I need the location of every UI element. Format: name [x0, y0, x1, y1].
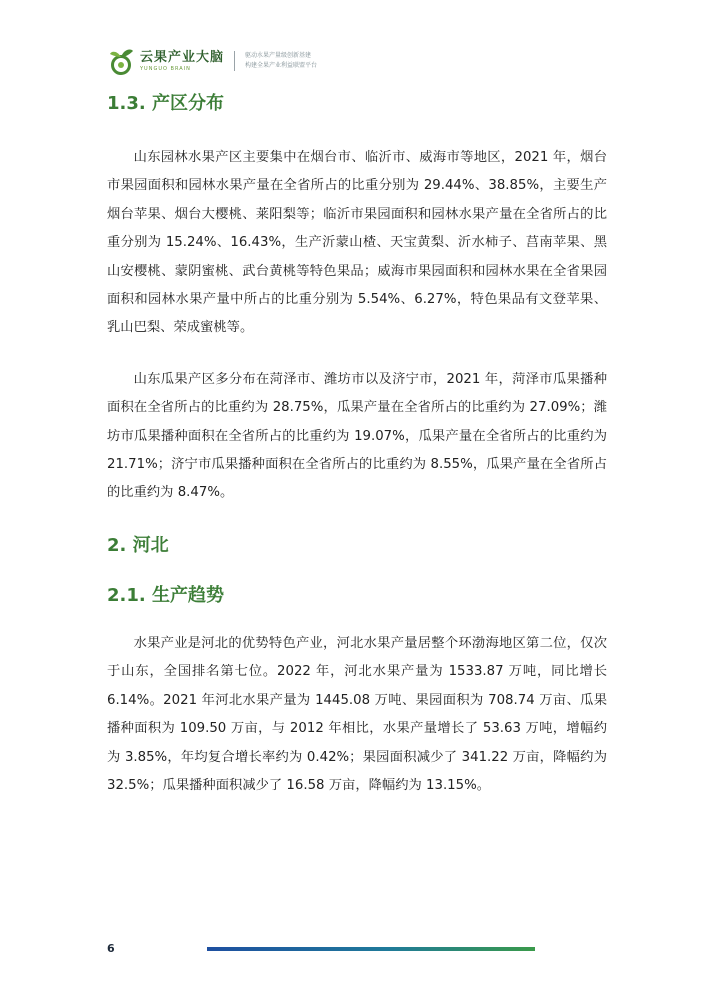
brand-english: YUNGUO BRAIN	[140, 65, 191, 72]
slogan-line-1: 驱动水果产量级创新基建	[245, 52, 312, 59]
sprout-logo-icon	[108, 46, 134, 76]
page-content	[107, 90, 607, 800]
brand-block	[140, 50, 224, 73]
paragraph-orchard-regions: 山东园林水果产区主要集中在烟台市、临沂市、威海市等地区，2021 年，烟台市果园面积和园林水果产量在全省所占的比重分别为 29.44%、38.85%，主要生产烟台苹果、烟台大樱桃、莱阳梨等；临沂市果园面积和园林水果产量在全省所占的比重分别为 15.24%、16.43%，生产沂蒙山楂、天宝黄梨、沂水柿子、莒南苹果、黑山安樱桃、蒙阴蜜桃、武台黄桃等特色果品；威海市果园面积和园林水果在全省果园面积和园林水果产量中所占的比重分别为 5.54%、6.27%，特色果品有文登苹果、乳山巴梨、荣成蜜桃等。	[107, 150, 607, 336]
brand-name: 云果产业大脑	[140, 49, 225, 65]
section-heading-2-1: 2.1. 生产趋势	[107, 584, 224, 606]
section-heading-1-3: 1.3. 产区分布	[107, 93, 224, 114]
paragraph-melon-regions: 山东瓜果产区多分布在菏泽市、潍坊市以及济宁市，2021 年，菏泽市瓜果播种面积在全省所占的比重约为 28.75%，瓜果产量在全省所占的比重约为 27.09%；潍坊市瓜果播种面积在全省所占的比重约为 19.07%，瓜果产量在全省所占的比重约为 21.71%；济宁市瓜果播种面积在全省所占的比重约为 8.55%，瓜果产量在全省所占的比重约为 8.47%。	[107, 371, 607, 501]
section-heading-2: 2. 河北	[107, 534, 169, 556]
slogan-line-2: 构建全果产业利益联盟平台	[245, 62, 318, 69]
slogan	[245, 51, 317, 71]
header-divider	[234, 51, 235, 71]
footer-gradient-bar	[207, 947, 535, 951]
paragraph-hebei-trend: 水果产业是河北的优势特色产业，河北水果产量居整个环渤海地区第二位，仅次于山东，全国排名第七位。2022 年，河北水果产量为 1533.87 万吨，同比增长 6.14%。2021 年河北水果产量为 1445.08 万吨、果园面积为 708.74 万亩、瓜果播种面积为 109.50 万亩，与 2012 年相比，水果产量增长了 53.63 万吨，增幅约为 3.85%，年均复合增长率约为 0.42%；果园面积减少了 341.22 万亩，降幅约为 32.5%；瓜果播种面积减少了 16.58 万亩，降幅约为 13.15%。	[107, 635, 607, 793]
page-number: 6	[107, 942, 115, 955]
page-header	[108, 44, 317, 78]
